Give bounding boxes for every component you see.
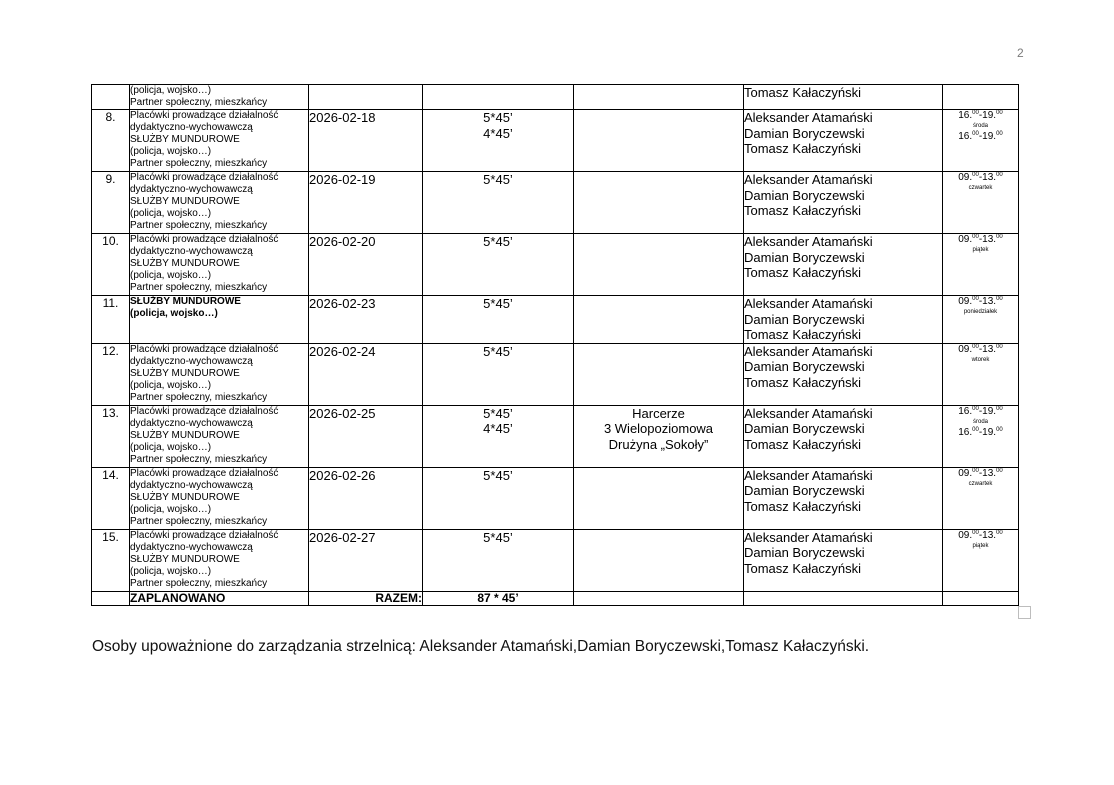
staff-cell — [744, 591, 943, 605]
time-range — [943, 530, 1018, 542]
date-cell: 2026-02-27 — [309, 529, 423, 591]
date-cell: 2026-02-25 — [309, 405, 423, 467]
time-start: 09. — [958, 296, 973, 307]
time-start-minutes: 00 — [972, 426, 979, 433]
duration-cell — [423, 405, 574, 467]
participants-line: Partner społeczny, mieszkańcy — [130, 453, 268, 465]
hours-cell — [943, 296, 1019, 344]
duration-line: 5*45’ — [483, 296, 513, 311]
organization-cell — [574, 234, 744, 296]
time-end-minutes: 00 — [996, 296, 1003, 302]
participants-cell — [130, 529, 309, 591]
staff-name: Damian Boryczewski — [744, 187, 865, 203]
time-end-minutes: 00 — [996, 529, 1003, 536]
participants-line: (policja, wojsko…) — [130, 441, 212, 453]
hours-cell — [943, 85, 1019, 110]
organization-cell — [574, 343, 744, 405]
participants-line: Partner społeczny, mieszkańcy — [130, 282, 268, 293]
time-range — [943, 234, 1018, 246]
time-start: 16. — [958, 131, 973, 142]
participants-line: Partner społeczny, mieszkańcy — [130, 220, 268, 231]
duration-line: 5*45’ — [483, 172, 513, 187]
staff-name: Aleksander Atamański — [744, 234, 873, 249]
hours-cell — [943, 591, 1019, 605]
staff-name: Tomasz Kałaczyński — [744, 265, 862, 280]
participants-line: dydaktyczno-wychowawczą — [130, 184, 253, 195]
time-start: 09. — [958, 172, 973, 183]
time-range — [943, 468, 1018, 480]
participants-line: Placówki prowadzące działalność — [130, 172, 279, 183]
time-end-minutes: 00 — [996, 426, 1003, 433]
duration-cell — [423, 85, 574, 110]
duration-cell — [423, 467, 574, 529]
hours-cell — [943, 234, 1019, 296]
staff-name: Damian Boryczewski — [744, 359, 865, 374]
time-start-minutes: 00 — [972, 110, 979, 116]
duration-cell — [423, 343, 574, 405]
participants-line: Placówki prowadzące działalność — [130, 343, 279, 355]
schedule-body — [92, 85, 1019, 606]
time-start-minutes: 00 — [972, 172, 979, 178]
participants-line: (policja, wojsko…) — [130, 270, 212, 281]
date-cell: 2026-02-20 — [309, 234, 423, 296]
staff-cell — [744, 405, 943, 467]
staff-name: Tomasz Kałaczyński — [744, 327, 862, 342]
duration-line: 5*45’ — [483, 405, 513, 421]
participants-line: (policja, wojsko…) — [130, 565, 212, 577]
schedule-table — [91, 84, 1019, 606]
organization-cell — [574, 110, 744, 172]
time-range — [943, 172, 1018, 184]
staff-cell — [744, 85, 943, 110]
participants-line: Placówki prowadzące działalność — [130, 529, 279, 541]
staff-name: Aleksander Atamański — [744, 529, 873, 545]
staff-cell — [744, 296, 943, 344]
weekday-label: środa — [972, 123, 988, 129]
staff-name: Tomasz Kałaczyński — [744, 374, 862, 390]
organization-line: Harcerze — [632, 405, 685, 421]
participants-line: Placówki prowadzące działalność — [130, 234, 279, 245]
time-end: -13. — [978, 296, 997, 307]
participants-cell — [130, 110, 309, 172]
hours-cell — [943, 172, 1019, 234]
participants-line: SŁUŻBY MUNDUROWE — [130, 553, 240, 565]
participants-cell — [130, 296, 309, 344]
table-row — [92, 467, 1019, 529]
duration-cell — [423, 234, 574, 296]
time-start: 09. — [958, 467, 973, 479]
participants-line: SŁUŻBY MUNDUROWE — [130, 296, 241, 307]
staff-name: Tomasz Kałaczyński — [744, 141, 862, 156]
table-end-marker — [1018, 606, 1031, 619]
participants-cell — [130, 85, 309, 110]
participants-line: dydaktyczno-wychowawczą — [130, 541, 253, 553]
lp-cell: 10. — [92, 234, 130, 296]
participants-line: Partner społeczny, mieszkańcy — [130, 577, 268, 589]
staff-cell — [744, 110, 943, 172]
time-end: -19. — [978, 426, 997, 438]
date-cell: 2026-02-18 — [309, 110, 423, 172]
time-end: -13. — [978, 172, 997, 183]
staff-cell — [744, 234, 943, 296]
staff-name: Tomasz Kałaczyński — [744, 85, 862, 100]
time-start: 09. — [958, 343, 973, 355]
time-start: 16. — [958, 405, 973, 417]
participants-line: SŁUŻBY MUNDUROWE — [130, 196, 240, 207]
participants-line: Placówki prowadzące działalność — [130, 467, 279, 479]
staff-name: Aleksander Atamański — [744, 172, 873, 187]
totals-razem-label: RAZEM: — [309, 591, 423, 605]
time-range — [943, 110, 1018, 122]
staff-name: Tomasz Kałaczyński — [744, 436, 862, 452]
organization-cell — [574, 172, 744, 234]
time-end: -13. — [978, 529, 997, 541]
table-row — [92, 296, 1019, 344]
staff-cell — [744, 529, 943, 591]
totals-label: ZAPLANOWANO — [130, 591, 309, 605]
participants-line: SŁUŻBY MUNDUROWE — [130, 367, 240, 379]
time-end-minutes: 00 — [996, 172, 1003, 178]
participants-line: Partner społeczny, mieszkańcy — [130, 515, 268, 527]
time-end-minutes: 00 — [996, 131, 1003, 137]
time-end-minutes: 00 — [996, 467, 1003, 474]
staff-name: Aleksander Atamański — [744, 467, 873, 483]
time-start: 16. — [958, 110, 973, 121]
time-range — [943, 427, 1018, 439]
participants-line: (policja, wojsko…) — [130, 208, 212, 219]
table-row — [92, 172, 1019, 234]
organization-line: Drużyna „Sokoły” — [608, 436, 709, 452]
participants-cell — [130, 467, 309, 529]
lp-cell: 11. — [92, 296, 130, 344]
participants-line: Placówki prowadzące działalność — [130, 405, 279, 417]
weekday-label: czwartek — [968, 480, 993, 487]
table-row — [92, 110, 1019, 172]
time-start-minutes: 00 — [972, 131, 979, 137]
page-number: 2 — [1017, 46, 1024, 60]
staff-name: Aleksander Atamański — [744, 405, 873, 421]
participants-line: (policja, wojsko…) — [130, 85, 212, 96]
participants-line: (policja, wojsko…) — [130, 308, 218, 319]
staff-name: Aleksander Atamański — [744, 343, 873, 359]
duration-line: 5*45’ — [483, 234, 513, 249]
time-start: 09. — [958, 234, 973, 245]
duration-line: 5*45’ — [483, 343, 513, 359]
participants-cell — [130, 405, 309, 467]
time-end-minutes: 00 — [996, 110, 1003, 116]
participants-line: dydaktyczno-wychowawczą — [130, 479, 253, 491]
table-row — [92, 234, 1019, 296]
time-start-minutes: 00 — [972, 467, 979, 474]
time-end: -19. — [978, 110, 997, 121]
table-row — [92, 343, 1019, 405]
table-row — [92, 529, 1019, 591]
staff-name: Damian Boryczewski — [744, 125, 865, 141]
staff-name: Aleksander Atamański — [744, 110, 873, 125]
weekday-label: środa — [972, 418, 988, 425]
participants-line: SŁUŻBY MUNDUROWE — [130, 429, 240, 441]
participants-line: SŁUŻBY MUNDUROWE — [130, 491, 240, 503]
lp-cell: 8. — [92, 110, 130, 172]
duration-cell — [423, 296, 574, 344]
organization-cell — [574, 85, 744, 110]
weekday-label: czwartek — [968, 185, 993, 191]
participants-line: Partner społeczny, mieszkańcy — [130, 158, 268, 169]
duration-line: 5*45’ — [483, 467, 513, 483]
staff-name: Tomasz Kałaczyński — [744, 203, 862, 218]
weekday-label: piątek — [972, 247, 989, 253]
time-start: 16. — [958, 426, 973, 438]
totals-sum: 87 * 45’ — [423, 591, 574, 605]
participants-cell — [130, 343, 309, 405]
participants-line: Placówki prowadzące działalność — [130, 110, 279, 121]
date-cell — [309, 85, 423, 110]
organization-cell — [574, 529, 744, 591]
weekday-label: wtorek — [971, 356, 990, 363]
time-end: -19. — [978, 131, 997, 142]
participants-line: SŁUŻBY MUNDUROWE — [130, 258, 240, 269]
staff-name: Tomasz Kałaczyński — [744, 560, 862, 576]
time-end-minutes: 00 — [996, 405, 1003, 412]
organization-cell — [574, 591, 744, 605]
participants-line: Partner społeczny, mieszkańcy — [130, 391, 268, 403]
lp-cell: 14. — [92, 467, 130, 529]
date-cell: 2026-02-24 — [309, 343, 423, 405]
hours-cell — [943, 529, 1019, 591]
time-range — [943, 344, 1018, 356]
staff-cell — [744, 343, 943, 405]
date-cell: 2026-02-19 — [309, 172, 423, 234]
lp-cell: 15. — [92, 529, 130, 591]
participants-line: dydaktyczno-wychowawczą — [130, 355, 253, 367]
participants-line: Partner społeczny, mieszkańcy — [130, 97, 268, 108]
time-range — [943, 406, 1018, 418]
staff-name: Damian Boryczewski — [744, 421, 865, 436]
time-start-minutes: 00 — [972, 234, 979, 240]
participants-line: (policja, wojsko…) — [130, 503, 212, 515]
duration-line: 4*45’ — [483, 125, 513, 141]
participants-line: SŁUŻBY MUNDUROWE — [130, 134, 240, 145]
organization-line: 3 Wielopoziomowa — [603, 421, 714, 436]
weekday-label: piątek — [972, 542, 989, 549]
time-end-minutes: 00 — [996, 343, 1003, 350]
duration-cell — [423, 110, 574, 172]
time-end-minutes: 00 — [996, 234, 1003, 240]
hours-cell — [943, 110, 1019, 172]
hours-cell — [943, 343, 1019, 405]
time-start: 09. — [958, 529, 973, 541]
time-end: -13. — [978, 343, 997, 355]
lp-cell: 13. — [92, 405, 130, 467]
time-start-minutes: 00 — [972, 405, 979, 412]
hours-cell — [943, 405, 1019, 467]
date-cell: 2026-02-23 — [309, 296, 423, 344]
time-end: -13. — [978, 234, 997, 245]
time-start-minutes: 00 — [972, 529, 979, 536]
organization-cell — [574, 405, 744, 467]
participants-cell — [130, 172, 309, 234]
staff-name: Damian Boryczewski — [744, 483, 865, 498]
lp-cell — [92, 85, 130, 110]
lp-cell — [92, 591, 130, 605]
duration-cell — [423, 172, 574, 234]
staff-cell — [744, 467, 943, 529]
staff-name: Damian Boryczewski — [744, 249, 865, 265]
date-cell: 2026-02-26 — [309, 467, 423, 529]
hours-cell — [943, 467, 1019, 529]
table-row-continuation — [92, 85, 1019, 110]
authorized-persons-note: Osoby upoważnione do zarządzania strzelnicą: Aleksander Atamański,Damian Boryczewski,Tomasz Kałaczyński. — [92, 638, 870, 655]
time-end: -13. — [978, 467, 997, 479]
lp-cell: 9. — [92, 172, 130, 234]
duration-cell — [423, 529, 574, 591]
participants-line: (policja, wojsko…) — [130, 379, 212, 391]
staff-name: Aleksander Atamański — [744, 296, 873, 311]
time-start-minutes: 00 — [972, 343, 979, 350]
staff-cell — [744, 172, 943, 234]
staff-name: Damian Boryczewski — [744, 545, 865, 560]
time-range — [943, 131, 1018, 143]
duration-line: 5*45’ — [483, 529, 513, 545]
time-range — [943, 296, 1018, 308]
participants-line: dydaktyczno-wychowawczą — [130, 246, 253, 257]
organization-cell — [574, 467, 744, 529]
staff-name: Damian Boryczewski — [744, 311, 865, 327]
participants-cell — [130, 234, 309, 296]
time-start-minutes: 00 — [972, 296, 979, 302]
participants-line: (policja, wojsko…) — [130, 146, 212, 157]
table-row — [92, 405, 1019, 467]
duration-line: 5*45’ — [483, 110, 513, 125]
participants-line: dydaktyczno-wychowawczą — [130, 122, 253, 133]
lp-cell: 12. — [92, 343, 130, 405]
totals-row — [92, 591, 1019, 605]
organization-cell — [574, 296, 744, 344]
duration-line: 4*45’ — [483, 421, 513, 436]
time-end: -19. — [978, 405, 997, 417]
participants-line: dydaktyczno-wychowawczą — [130, 417, 253, 429]
staff-name: Tomasz Kałaczyński — [744, 498, 862, 514]
weekday-label: poniedziałek — [963, 309, 998, 315]
